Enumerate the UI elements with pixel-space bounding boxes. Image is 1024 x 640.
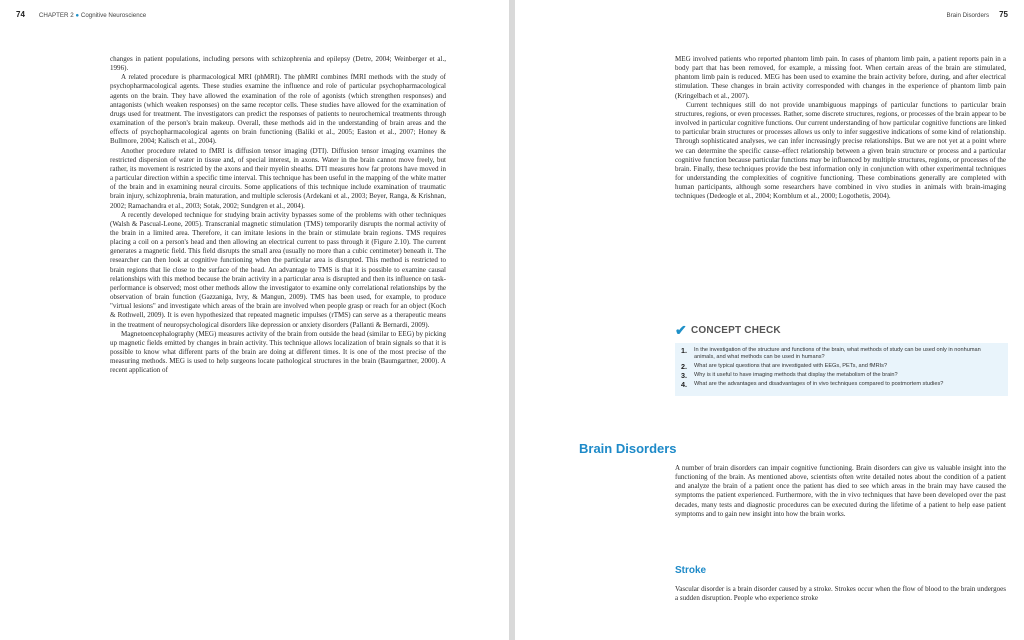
question-number: 2.	[681, 362, 687, 372]
concept-question	[681, 347, 1002, 362]
subsection-body	[675, 585, 1006, 603]
question-text: In the investigation of the structure and functions of the brain, what methods of study can be used only in nonhuman animals, and what methods can be used in humans?	[694, 347, 981, 361]
left-paragraph: Magnetoencephalography (MEG) measures activity of the brain from outside the head (similar to EEG) by picking up magnetic fields emitted by changes in brain activity. This technique allows localization of brain signals so that it is possible to know what different parts of the brain are doing at different times. It is one of the most precise of the measuring methods. MEG is used to help surgeons locate pathological structures in the brain (Baumgartner, 2000). A recent application of	[110, 329, 446, 375]
right-page-number: 75	[999, 10, 1008, 19]
question-text: What are the advantages and disadvantages of in vivo techniques compared to postmortem studies?	[694, 381, 944, 388]
left-running-head	[16, 10, 146, 19]
concept-check-box	[675, 322, 1008, 396]
section-body	[675, 464, 1006, 519]
left-paragraph: changes in patient populations, including persons with schizophrenia and epilepsy (Detre, 2004; Weinberger et al., 1996).	[110, 55, 446, 73]
right-text-column	[675, 55, 1006, 202]
question-number: 3.	[681, 371, 687, 381]
right-paragraph: MEG involved patients who reported phantom limb pain. In cases of phantom limb pain, a patient reports pain in a body part that has been removed, for example, a missing foot. When certain areas of the brain are stimulated, phantom limb pain is reduced. MEG has been used to examine the brain activity before, during, and after electrical stimulation. These changes in brain activity corresponded with changes in the experience of phantom limb pain (Kringelbach et al., 2007).	[675, 55, 1006, 100]
concept-check-questions	[675, 343, 1008, 396]
bullet-dot-icon: ●	[75, 12, 80, 19]
running-title: Brain Disorders	[946, 12, 990, 19]
concept-question	[681, 381, 1002, 388]
left-page-number: 74	[16, 10, 25, 19]
concept-check-title: CONCEPT CHECK	[691, 325, 781, 336]
concept-question	[681, 363, 1002, 370]
subsection-paragraph: Vascular disorder is a brain disorder caused by a stroke. Strokes occur when the flow of blood to the brain undergoes a sudden disruption. People who experience stroke	[675, 585, 1006, 603]
left-text-column	[110, 55, 446, 375]
left-page	[0, 0, 509, 640]
subsection-heading: Stroke	[675, 565, 707, 576]
question-number: 4.	[681, 380, 687, 390]
question-number: 1.	[681, 346, 687, 355]
chapter-title: Cognitive Neuroscience	[80, 12, 147, 19]
right-paragraph: Current techniques still do not provide unambiguous mappings of particular functions to particular brain structures, regions, or even processes. Rather, some discrete structures, regions, or processes of the brain appear to be involved in particular cognitive functions. Our current understanding of how particular cognitive functions are linked to particular brain structures or processes allows us only to infer suggestive indications of some kind of relationship. Through sophisticated analyses, we can infer increasingly precise relationships. But we are not yet at a point where we can determine the specific cause–effect relationship between a given brain structure or process and a particular cognitive function because particular functions may be influenced by multiple structures, regions, or processes of the brain. Finally, these techniques provide the best information only in conjunction with other experimental techniques for understanding the complexities of cognitive functioning. These combinations generally are completed with human participants, although some researchers have combined in vivo studies in animals with brain-imaging techniques (Dedeogle et al., 2004; Kornblum et al., 2000; Logothetis, 2004).	[675, 100, 1007, 201]
checkmark-icon: ✔	[675, 322, 687, 338]
right-running-head	[946, 10, 1008, 19]
left-paragraph: Another procedure related to fMRI is diffusion tensor imaging (DTI). Diffusion tensor imaging examines the restricted dispersion of water in tissue and, of special interest, in axons. Water in the brain cannot move freely, but rather, its movement is restricted by the axons and their myelin sheaths. DTI measures how far protons have moved in a particular direction within a specific time interval. This technique has been useful in the mapping of the white matter of the brain and in examining neural circuits. Some applications of this technique include examination of traumatic brain injury, schizophrenia, brain maturation, and multiple sclerosis (Ardekani et al., 2003; Beyer, Ranga, & Krishnan, 2002; Ramachandra et al., 2003; Sotak, 2002; Sundgren et al., 2004).	[110, 146, 446, 210]
section-heading: Brain Disorders	[579, 441, 677, 456]
question-text: What are typical questions that are investigated with EEGs, PETs, and fMRIs?	[694, 363, 888, 370]
concept-question	[681, 372, 1002, 379]
chapter-label: CHAPTER 2	[38, 12, 74, 19]
left-paragraph: A related procedure is pharmacological MRI (phMRI). The phMRI combines fMRI methods with the study of psychopharmacological agents. These studies examine the influence and role of particular psychopharmacological agents on the brain. They have allowed the examination of the role of agonists (which strengthen responses) and antagonists (which weaken responses) on the same receptor cells. These studies have allowed for the examination of drugs used for treatment. The investigators can predict the responses of patients to neurochemical treatments through examination of the person's brain makeup. Overall, these methods aid in the understanding of brain areas and the effects of psychopharmacological agents on brain functioning (Baliki et al., 2005; Easton et al., 2007; Honey & Bullmore, 2004; Kalisch et al., 2004).	[110, 73, 446, 146]
section-paragraph: A number of brain disorders can impair cognitive functioning. Brain disorders can give us valuable insight into the functioning of the brain. As mentioned above, scientists often write detailed notes about the condition of a patient and analyze the brain of a patient once the patient has died to see which areas in the brain may have caused the symptoms the patient experienced. Furthermore, with the in vivo techniques that have been developed over the past decades, many tests and diagnostic procedures can be executed during the lifetime of a patient to help ease patient symptoms and to gain new insight into how the brain works.	[675, 464, 1006, 518]
left-paragraph: A recently developed technique for studying brain activity bypasses some of the problems with other techniques (Walsh & Pascual-Leone, 2005). Transcranial magnetic stimulation (TMS) temporarily disrupts the normal activity of the brain in a limited area. Therefore, it can imitate lesions in the brain or stimulate brain regions. TMS requires placing a coil on a person's head and then allowing an electrical current to pass through it (Figure 2.10). The current generates a magnetic field. This field disrupts the small area (usually no more than a cubic centimeter) beneath it. The researcher can then look at cognitive functioning when the particular area is disrupted. This method is restricted to brain regions that lie close to the surface of the head. An advantage to TMS is that it is possible to examine causal relationships with this method because the brain activity in a particular area is disrupted and then its influence on task-performance is observed; most other methods allow the investigator to examine only correlational relationships by the observation of brain function (Gazzaniga, Ivry, & Mangun, 2009). TMS has been used, for example, to produce "virtual lesions" and investigate which areas of the brain are involved when people grasp or reach for an object (Koch & Rothwell, 2009). It is even hypothesized that repeated magnetic impulses (rTMS) can serve as a therapeutic means in the treatment of neuropsychological disorders like depression or anxiety disorders (Pallanti & Bernardi, 2009).	[110, 210, 446, 329]
concept-check-heading	[675, 322, 1008, 339]
question-text: Why is it useful to have imaging methods that display the metabolism of the brain?	[694, 372, 898, 379]
right-page	[515, 0, 1024, 640]
